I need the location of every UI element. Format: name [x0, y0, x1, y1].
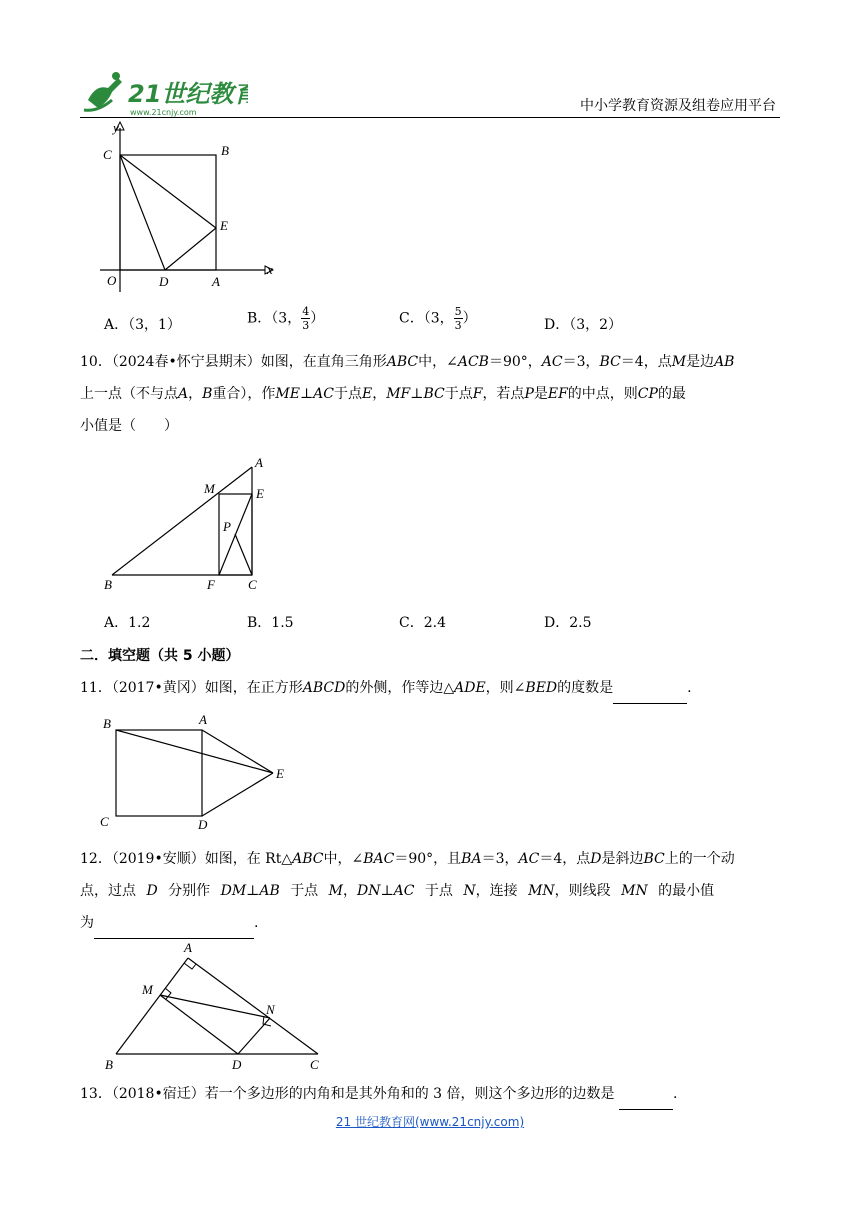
q11-label-B: B — [103, 716, 111, 731]
q12-answer-blank[interactable] — [94, 922, 254, 939]
q10-label-B: B — [104, 577, 112, 592]
q10-label-M: M — [204, 481, 215, 496]
q9-option-d: D．（3，2） — [544, 317, 623, 333]
q11-label-E: E — [276, 766, 284, 781]
q9-label-O: O — [107, 273, 117, 288]
q9-label-A: A — [212, 274, 220, 289]
q10-label-F: F — [207, 577, 215, 592]
logo-text: 21世纪教育 — [128, 80, 248, 108]
q10-label-E: E — [256, 486, 264, 501]
q12-label-N: N — [266, 1002, 275, 1017]
q9-label-x: x — [267, 262, 273, 277]
logo-runner-icon — [78, 70, 248, 120]
q11-label-D: D — [198, 817, 208, 832]
section-fill-blank-title: 二．填空题（共 5 小题） — [80, 648, 240, 664]
q9-figure — [95, 120, 275, 295]
header-divider — [80, 117, 780, 118]
q12-label-C: C — [310, 1057, 319, 1072]
footer-link[interactable]: 21 世纪教育网(www.21cnjy.com) — [335, 1115, 525, 1129]
q11-label-C: C — [100, 814, 109, 829]
q11-figure — [98, 710, 293, 832]
q12-stem: 12．（2019•安顺）如图，在 Rt△ABC中，∠BAC＝90°，且BA＝3，AC＝4，点D是斜边BC上的一个动 点，过点 D 分别作 DM⊥AB 于点 M，DN⊥AC 于点 N，连接 MN，则线段 MN 的最小值 为 . — [80, 843, 780, 939]
logo — [78, 70, 248, 120]
q9-label-E: E — [220, 218, 228, 233]
q10-label-A: A — [255, 455, 263, 470]
header-platform-name: 中小学教育资源及组卷应用平台 — [580, 98, 776, 114]
q12-label-M: M — [142, 982, 153, 997]
q9-label-y: y — [113, 120, 119, 135]
q12-figure — [100, 938, 330, 1073]
q9-label-C: C — [103, 147, 112, 162]
q10-stem: 10．（2024春•怀宁县期末）如图，在直角三角形ABC中，∠ACB＝90°，AC＝3，BC＝4，点M是边AB 上一点（不与点A，B重合），作ME⊥AC于点E，MF⊥BC于点F，若点P是EF的中点，则CP的最 小值是（ ） — [80, 354, 735, 434]
q9-option-b: B．（3， $\frac{4}{3}$ ） — [247, 305, 325, 332]
logo-url: www.21cnjy.com — [130, 108, 197, 117]
q10-label-C: C — [248, 577, 257, 592]
q10-option-a: A．1.2 — [104, 615, 151, 631]
q9-label-D: D — [159, 274, 169, 289]
q11-stem: 11．（2017•黄冈）如图，在正方形ABCD的外侧，作等边△ADE，则∠BED的度数是 . — [80, 672, 780, 704]
q13-stem: 13．（2018•宿迁）若一个多边形的内角和是其外角和的 3 倍，则这个多边形的边数是 . — [80, 1078, 780, 1110]
q12-label-D: D — [232, 1057, 242, 1072]
q11-label-A: A — [199, 712, 207, 727]
q13-answer-blank[interactable] — [619, 1093, 673, 1110]
q10-option-d: D．2.5 — [544, 615, 592, 631]
q9-option-c: C．（3， $\frac{5}{3}$ ） — [399, 305, 477, 332]
q10-option-c: C．2.4 — [399, 615, 446, 631]
q10-figure — [100, 455, 275, 595]
q9-option-a: A．（3，1） — [104, 317, 181, 333]
q11-answer-blank[interactable] — [613, 687, 687, 704]
q12-label-A: A — [184, 940, 192, 955]
q9-label-B: B — [221, 143, 229, 158]
q12-label-B: B — [105, 1057, 113, 1072]
q10-label-P: P — [223, 519, 231, 534]
q10-option-b: B．1.5 — [247, 615, 294, 631]
